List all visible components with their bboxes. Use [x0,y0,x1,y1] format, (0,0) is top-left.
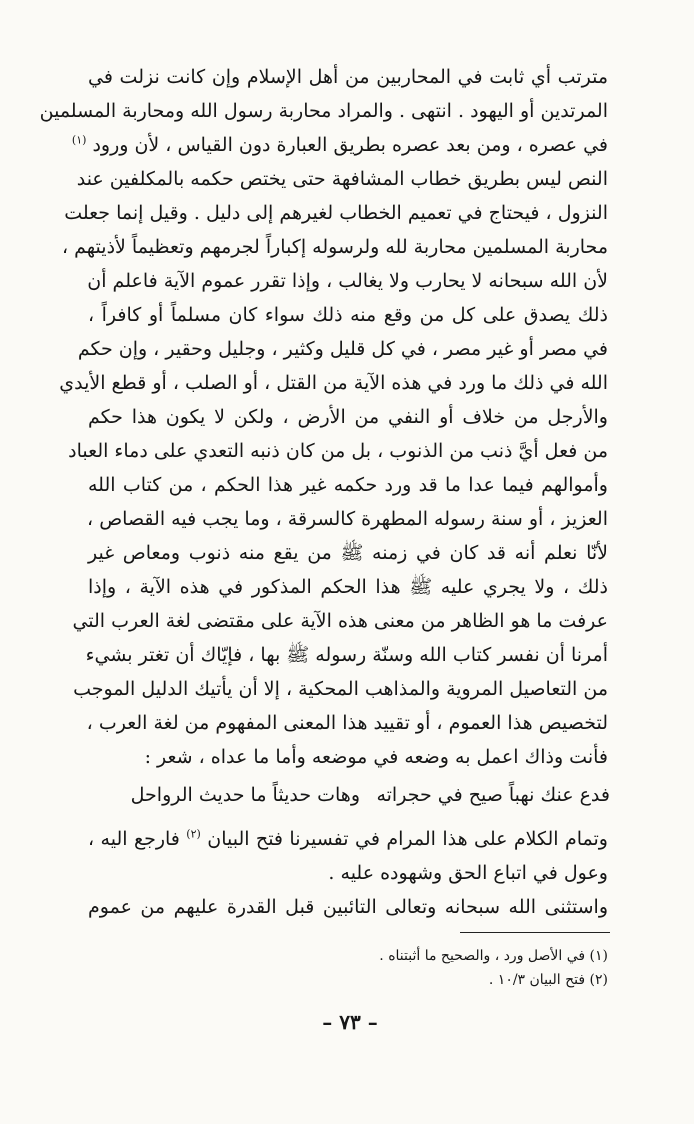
text-line-content: في عصره ، ومن بعد عصره بطريق العبارة دون القياس ، لأن ورود [92,134,608,156]
text-line: وعول في اتباع الحق وشهوده عليه . [328,862,608,884]
footnote-marker: (٢) [186,827,201,841]
text-line: النص ليس بطريق خطاب المشافهة حتى يختص حكمه بالمكلفين عند [76,168,608,190]
text-line: الله في ذلك ما ورد في هذه الآية من القتل ، أو الصلب ، أو قطع الأيدي [59,372,608,394]
text-line: المرتدين أو اليهود . انتهى . والمراد محاربة رسول الله ومحاربة المسلمين [39,100,608,122]
text-line: والأرجل من خلاف أو النفي من الأرض ، ولكن لا يكون هذا حكم [88,406,608,428]
page-number: – ٧٣ – [322,1010,378,1034]
footnote-separator [460,932,610,933]
footnote-1: (١) في الأصل ورد ، والصحيح ما أثبتناه . [379,948,608,964]
text-line: من التعاصيل المروية والمذاهب المحكية ، إلا أن يأتيك الدليل الموجب [73,678,608,700]
text-line [88,822,608,856]
text-line: محاربة المسلمين محاربة لله ولرسوله إكباراً لجرمهم وتعظيماً لأذيتهم ، [61,236,608,258]
poetry-verse [130,778,610,812]
verse-first-hemistich: فدع عنك نهباً صيح في حجراته [376,784,610,806]
text-line: مترتب أي ثابت في المحاربين من أهل الإسلام وإن كانت نزلت في [88,66,608,88]
text-line: أمرنا أن نفسر كتاب الله وسنّة رسوله ﷺ بها ، فإيّاك أن تغتر بشيء [85,644,608,666]
text-line: واستثنى الله سبحانه وتعالى التائبين قبل القدرة عليهم من عموم [88,896,608,918]
text-line: لأن الله سبحانه لا يحارب ولا يغالب ، وإذا تقرر عموم الآية فاعلم أن [87,270,608,292]
text-line: النزول ، فيحتاج في تعميم الخطاب لغيرهم إلى دليل . وقيل إنما جعلت [64,202,608,224]
text-line: ذلك ، ولا يجري عليه ﷺ هذا الحكم المذكور في هذه الآية ، وإذا [88,576,608,598]
text-line-tail: فارجع اليه ، [88,828,180,850]
text-line-content: وتمام الكلام على هذا المرام في تفسيرنا فتح البيان [207,828,608,850]
text-line: في مصر أو غير مصر ، في كل قليل وكثير ، وجليل وحقير ، وإن حكم [77,338,608,360]
text-line: لتخصيص هذا العموم ، أو تقييد هذا المعنى المفهوم من لغة العرب ، [86,712,608,734]
text-line: العزيز ، أو سنة رسوله المطهرة كالسرقة ، وما يجب فيه القصاص ، [87,508,608,530]
text-line: فأنت وذاك اعمل به وضعه في موضعه وأما ما عداه ، شعر : [144,746,608,768]
text-line: وأموالهم فيما عدا ما قد ورد حكمه غير هذا الحكم ، من كتاب الله [88,474,608,496]
footnote-marker: (١) [71,133,87,147]
footnote-2: (٢) فتح البيان ١٠/٣ . [488,972,608,988]
text-line: من فعل أيَّ ذنب من الذنوب ، بل من كان ذنبه التعدي على دماء العباد [68,440,608,462]
text-line: عرفت ما هو الظاهر من معنى هذه الآية على مقتضى لغة العرب التي [72,610,608,632]
text-line: لأنّا نعلم أنه قد كان في زمنه ﷺ من يقع منه ذنوب ومعاص غير [88,542,608,564]
verse-second-hemistich: وهات حديثاً ما حديث الرواحل [130,784,360,806]
text-line [71,128,608,162]
text-line: ذلك يصدق على كل من وقع منه ذلك سواء كان مسلماً أو كافراً ، [88,304,608,326]
